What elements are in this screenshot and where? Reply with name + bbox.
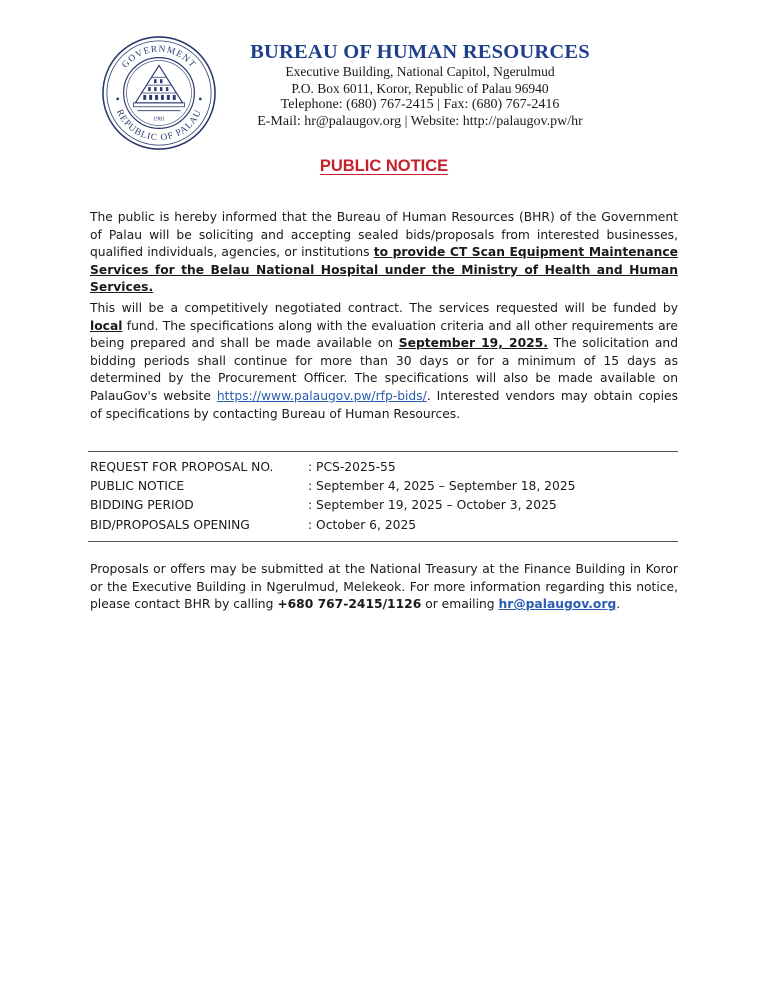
info-label: REQUEST FOR PROPOSAL NO. [90,460,274,474]
seal-top-text: GOVERNMENT [120,44,198,71]
details-text-2: fund. The specifications along with the evaluation criteria and all other requirements are being prepared and shall be made available on [90,318,678,351]
submission-text-3: . [616,597,621,612]
email-line: E-Mail: hr@palaugov.org | Website: http://palaugov.pw/hr [257,113,583,129]
info-row [90,496,650,515]
rfp-bids-link[interactable]: https://www.palaugov.pw/rfp-bids/ [216,388,427,403]
local-fund-text: local [90,318,123,333]
details-paragraph [90,300,678,423]
contact-phone: +680 767-2415/1126 [277,597,422,612]
divider-top [88,451,678,452]
info-label: PUBLIC NOTICE [90,479,185,494]
info-row [90,516,650,535]
intro-emphasis: to provide CT Scan Equipment Maintenance Services for the Belau National Hospital under the Ministry of Health and Human Services. [90,245,678,295]
seal-year: 1981 [153,116,165,123]
contact-email-link[interactable]: hr@palaugov.org [498,597,617,612]
info-row [90,477,650,496]
info-value: : PCS-2025-55 [308,460,396,474]
submission-text-2: or emailing [421,597,499,612]
submission-paragraph [90,561,678,614]
public-notice-title: PUBLIC NOTICE [319,157,449,175]
details-text-3: The solicitation and bidding periods shall continue for more than 30 days or for a minimum of 15 days as determined by the Procurement Officer. The specifications will also be made available on PalauGov's website [90,336,679,403]
info-label: BID/PROPOSALS OPENING [90,517,250,532]
info-value: : September 4, 2025 – September 18, 2025 [308,479,576,494]
info-value: : September 19, 2025 – October 3, 2025 [308,498,557,513]
availability-date: September 19, 2025. [398,336,548,351]
details-text-1: This will be a competitively negotiated contract. The services requested will be funded by [90,301,678,315]
divider-bottom [88,541,678,542]
info-label: BIDDING PERIOD [90,498,194,513]
info-value: : October 6, 2025 [308,517,417,532]
phone-line: Telephone: (680) 767-2415 | Fax: (680) 767-2416 [280,97,560,112]
submission-text-1: Proposals or offers may be submitted at the National Treasury at the Finance Building in Koror or the Executive Building in Ngerulmud, Melekeok. For more information regarding this notice, please contact BHR by calling [90,562,678,612]
bureau-title: BUREAU OF HUMAN RESOURCES [250,41,590,63]
address-line-1: Executive Building, National Capitol, Ngerulmud [285,64,555,79]
seal-bottom-text: REPUBLIC OF PALAU [113,108,205,144]
address-line-2: P.O. Box 6011, Koror, Republic of Palau 96940 [291,80,549,96]
details-text-4: . Interested vendors may obtain copies of specifications by contacting Bureau of Human Resources. [90,388,678,421]
info-row [90,458,650,477]
intro-text: The public is hereby informed that the Bureau of Human Resources (BHR) of the Government of Palau will be soliciting and accepting sealed bids/proposals from interested businesses, qualified individuals, agencies, or institutions [90,210,678,260]
letterhead [234,40,606,130]
palau-seal-icon [100,34,218,152]
intro-paragraph [90,209,678,297]
proposal-info-table [90,458,650,535]
